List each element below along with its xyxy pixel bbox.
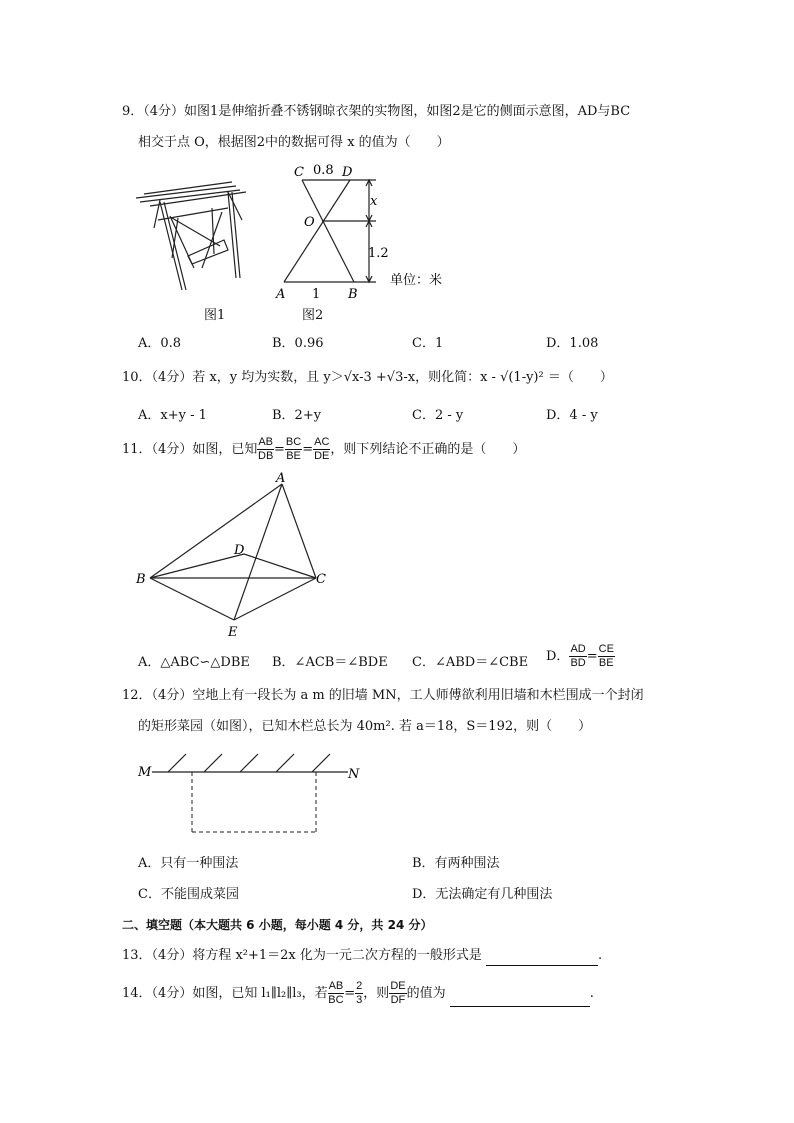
q9-line1: 9．（4分）如图1是伸缩折叠不锈钢晾衣架的实物图，如图2是它的侧面示意图，AD与BC	[122, 104, 631, 119]
q12-wall-figure	[136, 748, 376, 840]
q9-option-b[interactable]: B．0.96	[272, 336, 324, 351]
q11-frac-3: $\frac{AC}{DE}$	[314, 436, 330, 462]
label-C: C	[316, 572, 326, 587]
q9-option-c[interactable]: C．1	[412, 336, 444, 351]
q12-option-d[interactable]: D．无法确定有几种围法	[412, 887, 553, 902]
q11-suffix: ，则下列结论不正确的是（ ）	[330, 442, 526, 457]
label-A: A	[276, 287, 286, 302]
q9-figure2-caption: 图2	[302, 308, 324, 323]
q9-figure1-caption: 图1	[204, 308, 226, 323]
label-A: A	[276, 471, 286, 486]
q14-frac-de-df: $\frac{DE}{DF}$	[390, 980, 406, 1006]
q10-option-b[interactable]: B．2+y	[272, 408, 322, 423]
q11-option-d-frac-1: $\frac{AD}{BD}$	[570, 643, 586, 669]
q13-text: 13．（4分）将方程 x²+1＝2x 化为一元二次方程的一般形式是 .	[122, 945, 602, 966]
q11-text: 11．（4分）如图，已知 $\frac{AB}{DB}$ = $\frac{BC}{BE}$ = $\frac{AC}{DE}$ ，则下列结论不正确的是（ ）	[122, 436, 526, 462]
q11-option-b[interactable]: B．∠ACB＝∠BDE	[272, 655, 388, 670]
q10-option-d[interactable]: D．4 - y	[546, 408, 598, 423]
q12-option-a[interactable]: A．只有一种围法	[138, 856, 239, 871]
label-B: B	[136, 572, 146, 587]
label-O: O	[304, 215, 315, 230]
q14-answer-blank[interactable]	[450, 986, 590, 1007]
q10-option-c[interactable]: C．2 - y	[412, 408, 464, 423]
q9-line2: 相交于点 O，根据图2中的数据可得 x 的值为（ ）	[138, 135, 450, 150]
q12-option-c[interactable]: C．不能围成菜园	[138, 887, 239, 902]
q10-text: 10．（4分）若 x，y 均为实数，且 y＞√x-3 +√3-x，则化简：x - √(1-y)² ＝（ ）	[122, 370, 613, 385]
section-heading-fill-blank: 二、填空题（本大题共 6 小题，每小题 4 分，共 24 分）	[122, 918, 433, 932]
q11-option-a[interactable]: A．△ABC∽△DBE	[138, 655, 250, 670]
label-M: M	[138, 765, 152, 780]
q12-line2: 的矩形菜园（如图），已知木栏总长为 40m². 若 a＝18，S＝192，则（ ）	[138, 719, 592, 734]
label-x: x	[370, 194, 378, 209]
label-unit: 单位：米	[390, 273, 443, 288]
q13-answer-blank[interactable]	[486, 945, 598, 966]
q11-frac-2: $\frac{BC}{BE}$	[285, 436, 302, 462]
label-B: B	[348, 287, 358, 302]
q14-text: 14．（4分）如图，已知 l₁∥l₂∥l₃，若 $\frac{AB}{BC}$ = $\frac{2}{3}$ ，则 $\frac{DE}{DF}$ 的值为 .	[122, 980, 594, 1006]
label-N: N	[348, 767, 360, 782]
label-D: D	[342, 165, 353, 180]
q11-triangle-figure	[130, 468, 350, 640]
q9-figure2-diagram	[270, 160, 460, 305]
q11-option-d[interactable]: D． $\frac{AD}{BD}$ = $\frac{CE}{BE}$	[546, 643, 614, 669]
label-C: C	[294, 165, 304, 180]
q11-frac-1: $\frac{AB}{DB}$	[258, 436, 274, 462]
label-D: D	[234, 543, 245, 558]
label-height: 1.2	[368, 246, 389, 261]
q9-option-a[interactable]: A．0.8	[138, 336, 182, 351]
q11-prefix: 11．（4分）如图，已知	[122, 442, 258, 457]
label-bottom-length: 1	[312, 287, 321, 302]
label-top-length: 0.8	[313, 163, 334, 178]
q9-option-d[interactable]: D．1.08	[546, 336, 599, 351]
q12-option-b[interactable]: B．有两种围法	[412, 856, 500, 871]
q14-frac-value: $\frac{2}{3}$	[356, 980, 363, 1006]
q9-figure1-drying-rack	[132, 168, 252, 298]
q11-option-d-frac-2: $\frac{CE}{BE}$	[598, 643, 614, 669]
q12-line1: 12．（4分）空地上有一段长为 a m 的旧墙 MN，工人师傅欲利用旧墙和木栏围成一个封闭	[122, 688, 644, 703]
q14-frac-ab-bc: $\frac{AB}{BC}$	[328, 980, 344, 1006]
q11-option-c[interactable]: C．∠ABD＝∠CBE	[412, 655, 529, 670]
label-E: E	[228, 625, 238, 640]
q10-option-a[interactable]: A．x+y - 1	[138, 408, 207, 423]
